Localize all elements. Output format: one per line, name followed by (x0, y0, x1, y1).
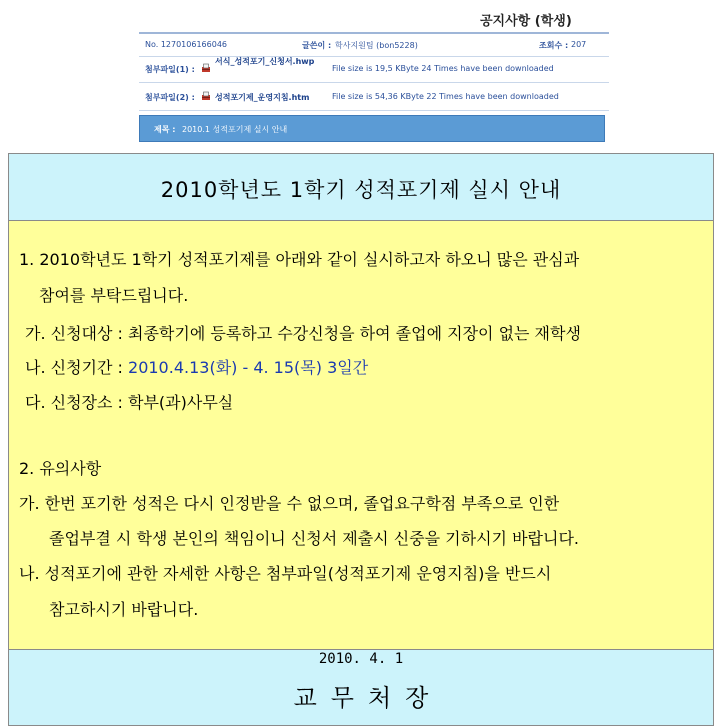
subject-bar (139, 115, 605, 142)
attachment-row-2 (139, 84, 609, 111)
attachment-info-1: File size is 19,5 KByte 24 Times have been downloaded (332, 64, 554, 73)
note-na-line2: 참고하시기 바랍니다. (49, 600, 199, 619)
document-body (9, 221, 713, 650)
item-place (25, 390, 233, 413)
views-value: 207 (571, 40, 587, 49)
attachment-link-2[interactable]: 성적포기제_운영지침.htm (215, 93, 310, 102)
file-attachment-icon (201, 63, 211, 73)
item-place-label: 다. 신청장소 : (25, 393, 129, 412)
post-info-row (139, 32, 609, 57)
subject-value: 2010.1 성적포기제 실시 안내 (182, 125, 288, 134)
note-na-line1: 나. 성적포기에 관한 자세한 사항은 첨부파일(성적포기제 운영지침)을 반드시 (19, 564, 552, 583)
author-label: 글쓴이 : (302, 41, 332, 50)
file-attachment-icon (201, 91, 211, 101)
item-target-value: 최종학기에 등록하고 수강신청을 하여 졸업에 지장이 없는 재학생 (128, 324, 581, 343)
document-date: 2010. 4. 1 (318, 651, 404, 667)
post-number: No. 1270106166046 (145, 40, 227, 49)
views-label: 조회수 : (539, 41, 569, 50)
note-ga-line2: 졸업부결 시 학생 본인의 책임이니 신청서 제출시 신중을 기하시기 바랍니다. (49, 529, 579, 548)
issuing-office: 교무처장 (293, 684, 443, 712)
notice-document (8, 153, 714, 726)
page-heading: 공지사항 (학생) (480, 14, 572, 29)
item-period-value: 2010.4.13(화) - 4. 15(목) 3일간 (128, 358, 369, 377)
section1-line2: 참여를 부탁드립니다. (39, 286, 189, 305)
document-title: 2010학년도 1학기 성적포기제 실시 안내 (160, 178, 562, 202)
document-title-box (9, 154, 713, 221)
item-period-label: 나. 신청기간 : (25, 358, 129, 377)
item-target-label: 가. 신청대상 : (25, 324, 129, 343)
section2-heading: 2. 유의사항 (19, 459, 102, 478)
subject-label: 제목 : (154, 125, 176, 134)
author-value: 학사지원팀 (bon5228) (335, 41, 418, 50)
attachment-row-1 (139, 56, 609, 83)
section1-line1: 1. 2010학년도 1학기 성적포기제를 아래와 같이 실시하고자 하오니 많은 관심과 (19, 250, 580, 269)
item-period (25, 355, 368, 378)
attachment-label-1: 첨부파일(1) : (145, 65, 195, 74)
attachment-info-2: File size is 54,36 KByte 22 Times have been downloaded (332, 92, 559, 101)
document-footer (9, 650, 713, 725)
item-target (25, 321, 581, 344)
attachment-label-2: 첨부파일(2) : (145, 93, 195, 102)
item-place-value: 학부(과)사무실 (128, 393, 234, 412)
note-ga-line1: 가. 한번 포기한 성적은 다시 인정받을 수 없으며, 졸업요구학점 부족으로 인한 (19, 494, 560, 513)
attachment-link-1[interactable]: 서식_성적포기_신청서.hwp (215, 57, 315, 66)
